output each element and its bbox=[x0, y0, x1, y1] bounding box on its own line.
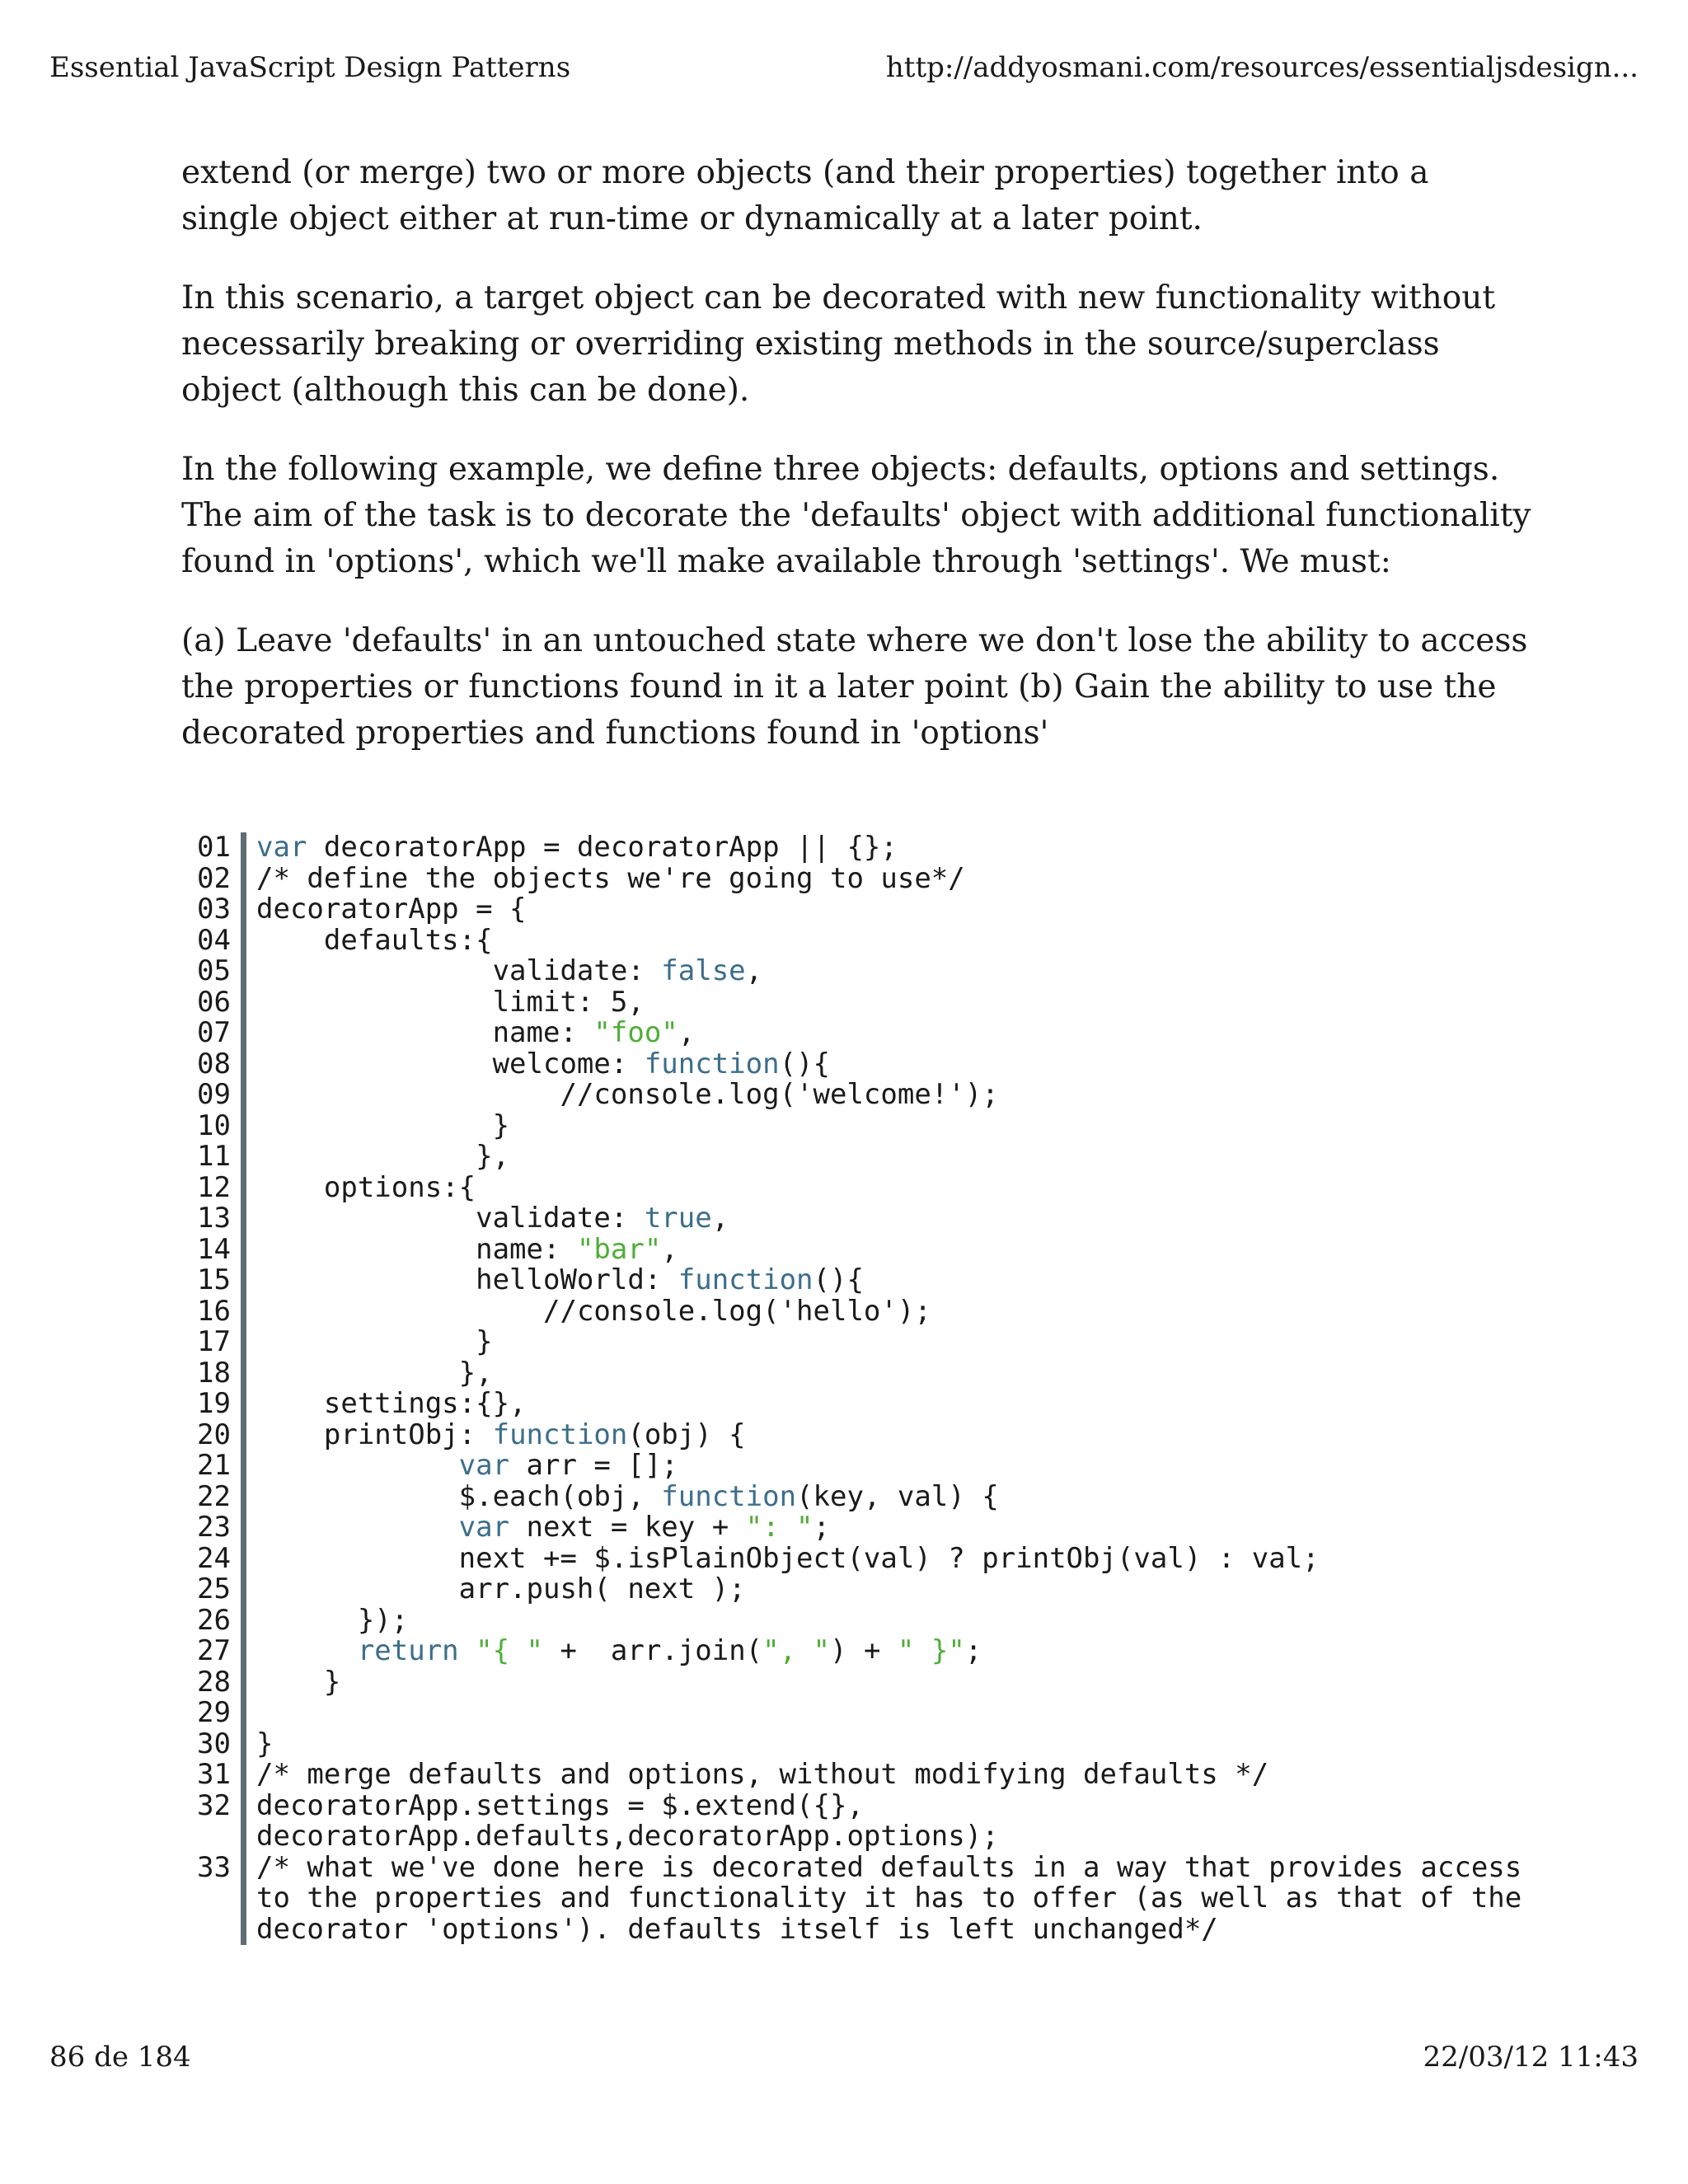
code-text: printObj: function(obj) { bbox=[241, 1420, 1533, 1451]
code-text: decoratorApp = { bbox=[241, 894, 1533, 926]
line-number: 10 bbox=[197, 1108, 231, 1142]
line-number: 06 bbox=[197, 985, 231, 1019]
code-text: options:{ bbox=[241, 1173, 1533, 1204]
code-text: //console.log('welcome!'); bbox=[241, 1080, 1533, 1111]
code-text: decoratorApp.settings = $.extend({}, decoratorApp.defaults,decoratorApp.options); bbox=[241, 1791, 1533, 1853]
running-header-title: Essential JavaScript Design Patterns bbox=[49, 51, 571, 84]
code-text: var arr = []; bbox=[241, 1451, 1533, 1482]
line-number: 31 bbox=[197, 1758, 231, 1791]
code-line bbox=[181, 1850, 1539, 1946]
code-line bbox=[181, 1018, 1533, 1049]
line-number: 20 bbox=[197, 1418, 231, 1451]
line-number: 12 bbox=[197, 1170, 231, 1204]
line-number: 26 bbox=[197, 1603, 231, 1637]
string-token: ", " bbox=[762, 1634, 831, 1667]
code-line bbox=[181, 1605, 1533, 1637]
line-number: 01 bbox=[197, 831, 231, 864]
code-line bbox=[181, 894, 1533, 926]
line-number: 07 bbox=[197, 1016, 231, 1049]
keyword-token: function bbox=[678, 1263, 814, 1296]
code-text: name: "foo", bbox=[241, 1018, 1533, 1049]
code-text: welcome: function(){ bbox=[241, 1049, 1533, 1080]
line-number: 02 bbox=[197, 861, 231, 895]
code-text: defaults:{ bbox=[241, 926, 1533, 957]
code-text: arr.push( next ); bbox=[241, 1574, 1533, 1605]
code-line bbox=[181, 923, 1533, 957]
keyword-token: var bbox=[256, 831, 307, 864]
line-number: 19 bbox=[197, 1387, 231, 1420]
keyword-token: function bbox=[644, 1047, 780, 1080]
line-number: 29 bbox=[197, 1696, 231, 1729]
line-number: 28 bbox=[197, 1665, 231, 1699]
line-number: 13 bbox=[197, 1202, 231, 1235]
keyword-token: function bbox=[492, 1418, 628, 1451]
body-text bbox=[181, 150, 1533, 790]
keyword-token: var bbox=[458, 1511, 510, 1544]
code-line bbox=[181, 861, 1533, 895]
code-line bbox=[181, 1667, 1533, 1699]
keyword-token: false bbox=[661, 954, 746, 987]
code-line bbox=[181, 832, 1533, 864]
line-number: 08 bbox=[197, 1047, 231, 1080]
line-number: 24 bbox=[197, 1541, 231, 1575]
code-line bbox=[181, 1203, 1533, 1235]
line-number: 25 bbox=[197, 1572, 231, 1605]
code-line bbox=[181, 1698, 1533, 1729]
code-line bbox=[181, 1141, 1533, 1173]
code-text: helloWorld: function(){ bbox=[241, 1265, 1533, 1296]
code-text: }, bbox=[241, 1358, 1533, 1390]
code-text: /* define the objects we're going to use*/ bbox=[241, 864, 1533, 895]
code-text: var decoratorApp = decoratorApp || {}; bbox=[241, 832, 1533, 864]
paragraph: In the following example, we define three objects: defaults, options and settings. The aim of the task is to decorate the 'defaults' object with additional functionality found in 'options', which we'll make available through 'settings'. We must: bbox=[181, 451, 1531, 580]
string-token: "bar" bbox=[576, 1232, 662, 1266]
paragraph: In this scenario, a target object can be decorated with new functionality without necessarily breaking or overriding existing methods in the source/superclass object (although this can be done). bbox=[181, 279, 1496, 409]
code-text: } bbox=[241, 1667, 1533, 1699]
code-text: var next = key + ": "; bbox=[241, 1512, 1533, 1544]
line-number: 15 bbox=[197, 1263, 231, 1296]
code-line bbox=[181, 1541, 1533, 1575]
code-line bbox=[181, 1729, 1533, 1760]
string-token: "{ " bbox=[476, 1634, 544, 1667]
line-number: 27 bbox=[197, 1634, 231, 1667]
code-line bbox=[181, 1574, 1533, 1605]
code-text: }); bbox=[241, 1605, 1533, 1637]
code-line bbox=[181, 1049, 1533, 1080]
code-line bbox=[181, 1760, 1533, 1791]
code-line bbox=[181, 1451, 1533, 1482]
code-line bbox=[181, 987, 1533, 1019]
line-number: 32 bbox=[197, 1788, 231, 1822]
code-line bbox=[181, 1296, 1533, 1328]
line-number: 17 bbox=[197, 1325, 231, 1358]
line-number: 33 bbox=[197, 1850, 231, 1884]
code-text: }, bbox=[241, 1141, 1533, 1173]
code-text: limit: 5, bbox=[241, 987, 1533, 1019]
paragraph: extend (or merge) two or more objects (and their properties) together into a single object either at run-time or dynamically at a later point. bbox=[181, 154, 1429, 237]
code-line bbox=[181, 1512, 1533, 1544]
keyword-token: function bbox=[661, 1479, 797, 1513]
code-line bbox=[181, 1788, 1533, 1853]
code-text: /* what we've done here is decorated defaults in a way that provides access to the properties and functionality it has to offer (as well as that of the decorator 'options'). defaults itself is left unchanged*/ bbox=[241, 1853, 1533, 1946]
code-line bbox=[181, 1358, 1533, 1390]
code-listing bbox=[181, 831, 1539, 1946]
line-number: 05 bbox=[197, 954, 231, 987]
print-datetime: 22/03/12 11:43 bbox=[1423, 2041, 1639, 2074]
code-line bbox=[181, 956, 1533, 987]
code-text: $.each(obj, function(key, val) { bbox=[241, 1482, 1533, 1513]
code-text: } bbox=[241, 1111, 1533, 1142]
code-text: } bbox=[241, 1729, 1533, 1760]
code-text: return "{ " + arr.join(", ") + " }"; bbox=[241, 1636, 1533, 1667]
page-counter: 86 de 184 bbox=[49, 2041, 191, 2074]
keyword-token: var bbox=[458, 1449, 510, 1482]
line-number: 21 bbox=[197, 1449, 231, 1482]
code-text: validate: false, bbox=[241, 956, 1533, 987]
line-number: 30 bbox=[197, 1727, 231, 1760]
code-line bbox=[181, 1420, 1533, 1451]
line-number: 03 bbox=[197, 893, 231, 926]
code-text: } bbox=[241, 1327, 1533, 1358]
code-line bbox=[181, 1170, 1533, 1204]
string-token: "foo" bbox=[593, 1016, 678, 1049]
keyword-token: true bbox=[644, 1202, 712, 1235]
line-number: 14 bbox=[197, 1232, 231, 1266]
code-line bbox=[181, 1479, 1533, 1513]
line-number: 23 bbox=[197, 1511, 231, 1544]
code-text: settings:{}, bbox=[241, 1389, 1533, 1420]
code-line bbox=[181, 1232, 1533, 1266]
line-number: 18 bbox=[197, 1356, 231, 1390]
code-line bbox=[181, 1636, 1533, 1667]
line-number: 22 bbox=[197, 1479, 231, 1513]
code-text: /* merge defaults and options, without modifying defaults */ bbox=[241, 1760, 1533, 1791]
string-token: ": " bbox=[745, 1511, 814, 1544]
code-line bbox=[181, 1389, 1533, 1420]
code-text bbox=[241, 1698, 1533, 1729]
code-text: next += $.isPlainObject(val) ? printObj(val) : val; bbox=[241, 1544, 1533, 1575]
code-line bbox=[181, 1108, 1533, 1142]
line-number: 09 bbox=[197, 1078, 231, 1111]
line-number: 04 bbox=[197, 923, 231, 957]
code-line bbox=[181, 1080, 1533, 1111]
paragraph: (a) Leave 'defaults' in an untouched state where we don't lose the ability to access the properties or functions found in it a later point (b) Gain the ability to use the decorated properties and functions found in 'options' bbox=[181, 622, 1528, 752]
running-header-url: http://addyosmani.com/resources/essentialjsdesign... bbox=[885, 51, 1639, 84]
line-number: 11 bbox=[197, 1140, 231, 1173]
line-number: 16 bbox=[197, 1294, 231, 1328]
code-text: //console.log('hello'); bbox=[241, 1296, 1533, 1328]
string-token: " }" bbox=[897, 1634, 965, 1667]
code-text: name: "bar", bbox=[241, 1235, 1533, 1266]
keyword-token: return bbox=[357, 1634, 459, 1667]
code-text: validate: true, bbox=[241, 1203, 1533, 1235]
code-line bbox=[181, 1327, 1533, 1358]
code-line bbox=[181, 1265, 1533, 1296]
